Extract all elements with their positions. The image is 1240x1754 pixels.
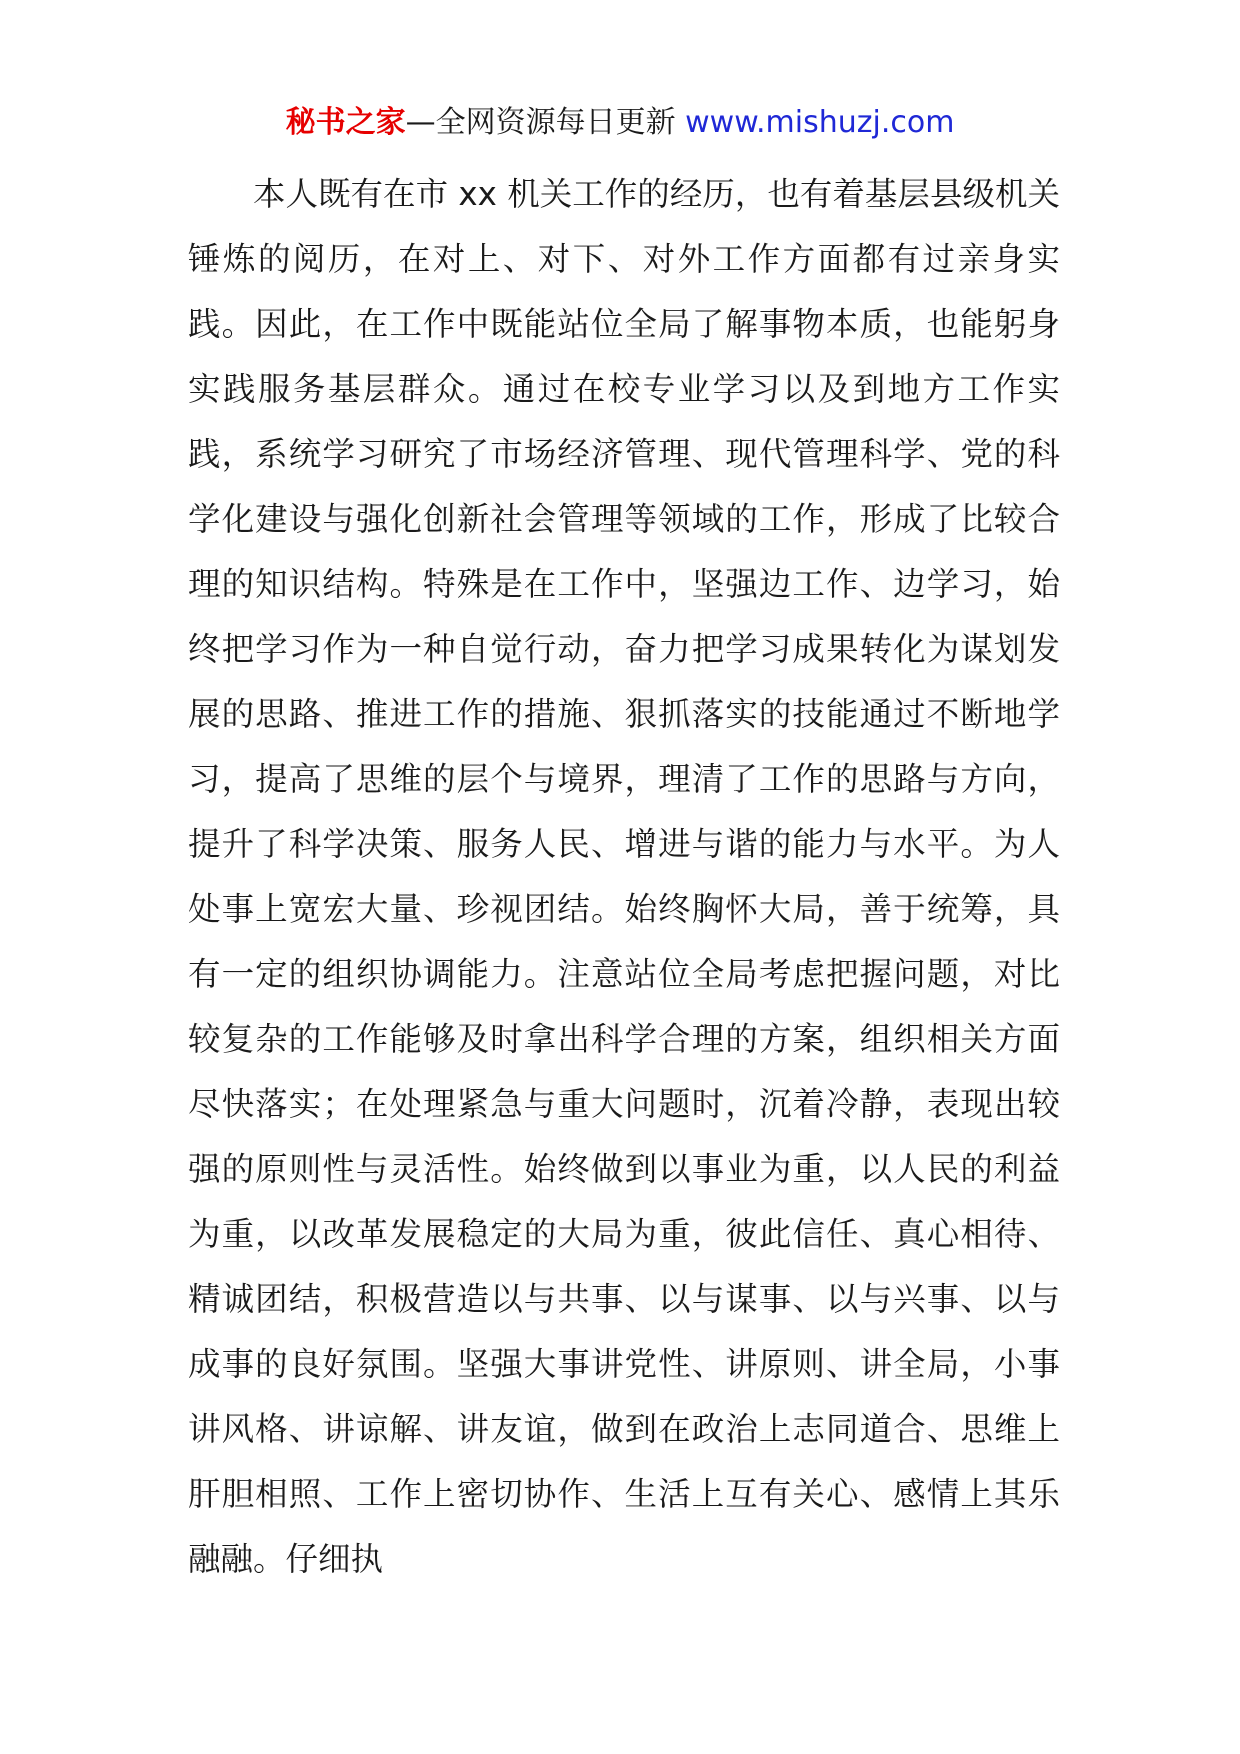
body-paragraph: 本人既有在市 xx 机关工作的经历，也有着基层县级机关锤炼的阅历，在对上、对下、对外工作方面都有过亲身实践。因此，在工作中既能站位全局了解事物本质，也能躬身实践服务基层群众。通过在校专业学习以及到地方工作实践，系统学习研究了市场经济管理、现代管理科学、党的科学化建设与强化创新社会管理等领域的工作，形成了比较合理的知识结构。特殊是在工作中，坚强边工作、边学习，始终把学习作为一种自觉行动，奋力把学习成果转化为谋划发展的思路、推进工作的措施、狠抓落实的技能通过不断地学习，提高了思维的层个与境界，理清了工作的思路与方向，提升了科学决策、服务人民、增进与谐的能力与水平。为人处事上宽宏大量、珍视团结。始终胸怀大局，善于统筹，具有一定的组织协调能力。注意站位全局考虑把握问题，对比较复杂的工作能够及时拿出科学合理的方案，组织相关方面尽快落实；在处理紧急与重大问题时，沉着冷静，表现出较强的原则性与灵活性。始终做到以事业为重，以人民的利益为重，以改革发展稳定的大局为重，彼此信任、真心相待、精诚团结，积极营造以与共事、以与谋事、以与兴事、以与成事的良好氛围。坚强大事讲党性、讲原则、讲全局，小事讲风格、讲谅解、讲友谊，做到在政治上志同道合、思维上肝胆相照、工作上密切协作、生活上互有关心、感情上其乐融融。仔细执: [188, 175, 1060, 1578]
brand-name: 秘书之家: [285, 105, 406, 140]
page-header: [0, 102, 1240, 144]
site-url-link[interactable]: www.mishuzj.com: [685, 105, 955, 140]
header-tagline: —全网资源每日更新: [405, 105, 686, 140]
